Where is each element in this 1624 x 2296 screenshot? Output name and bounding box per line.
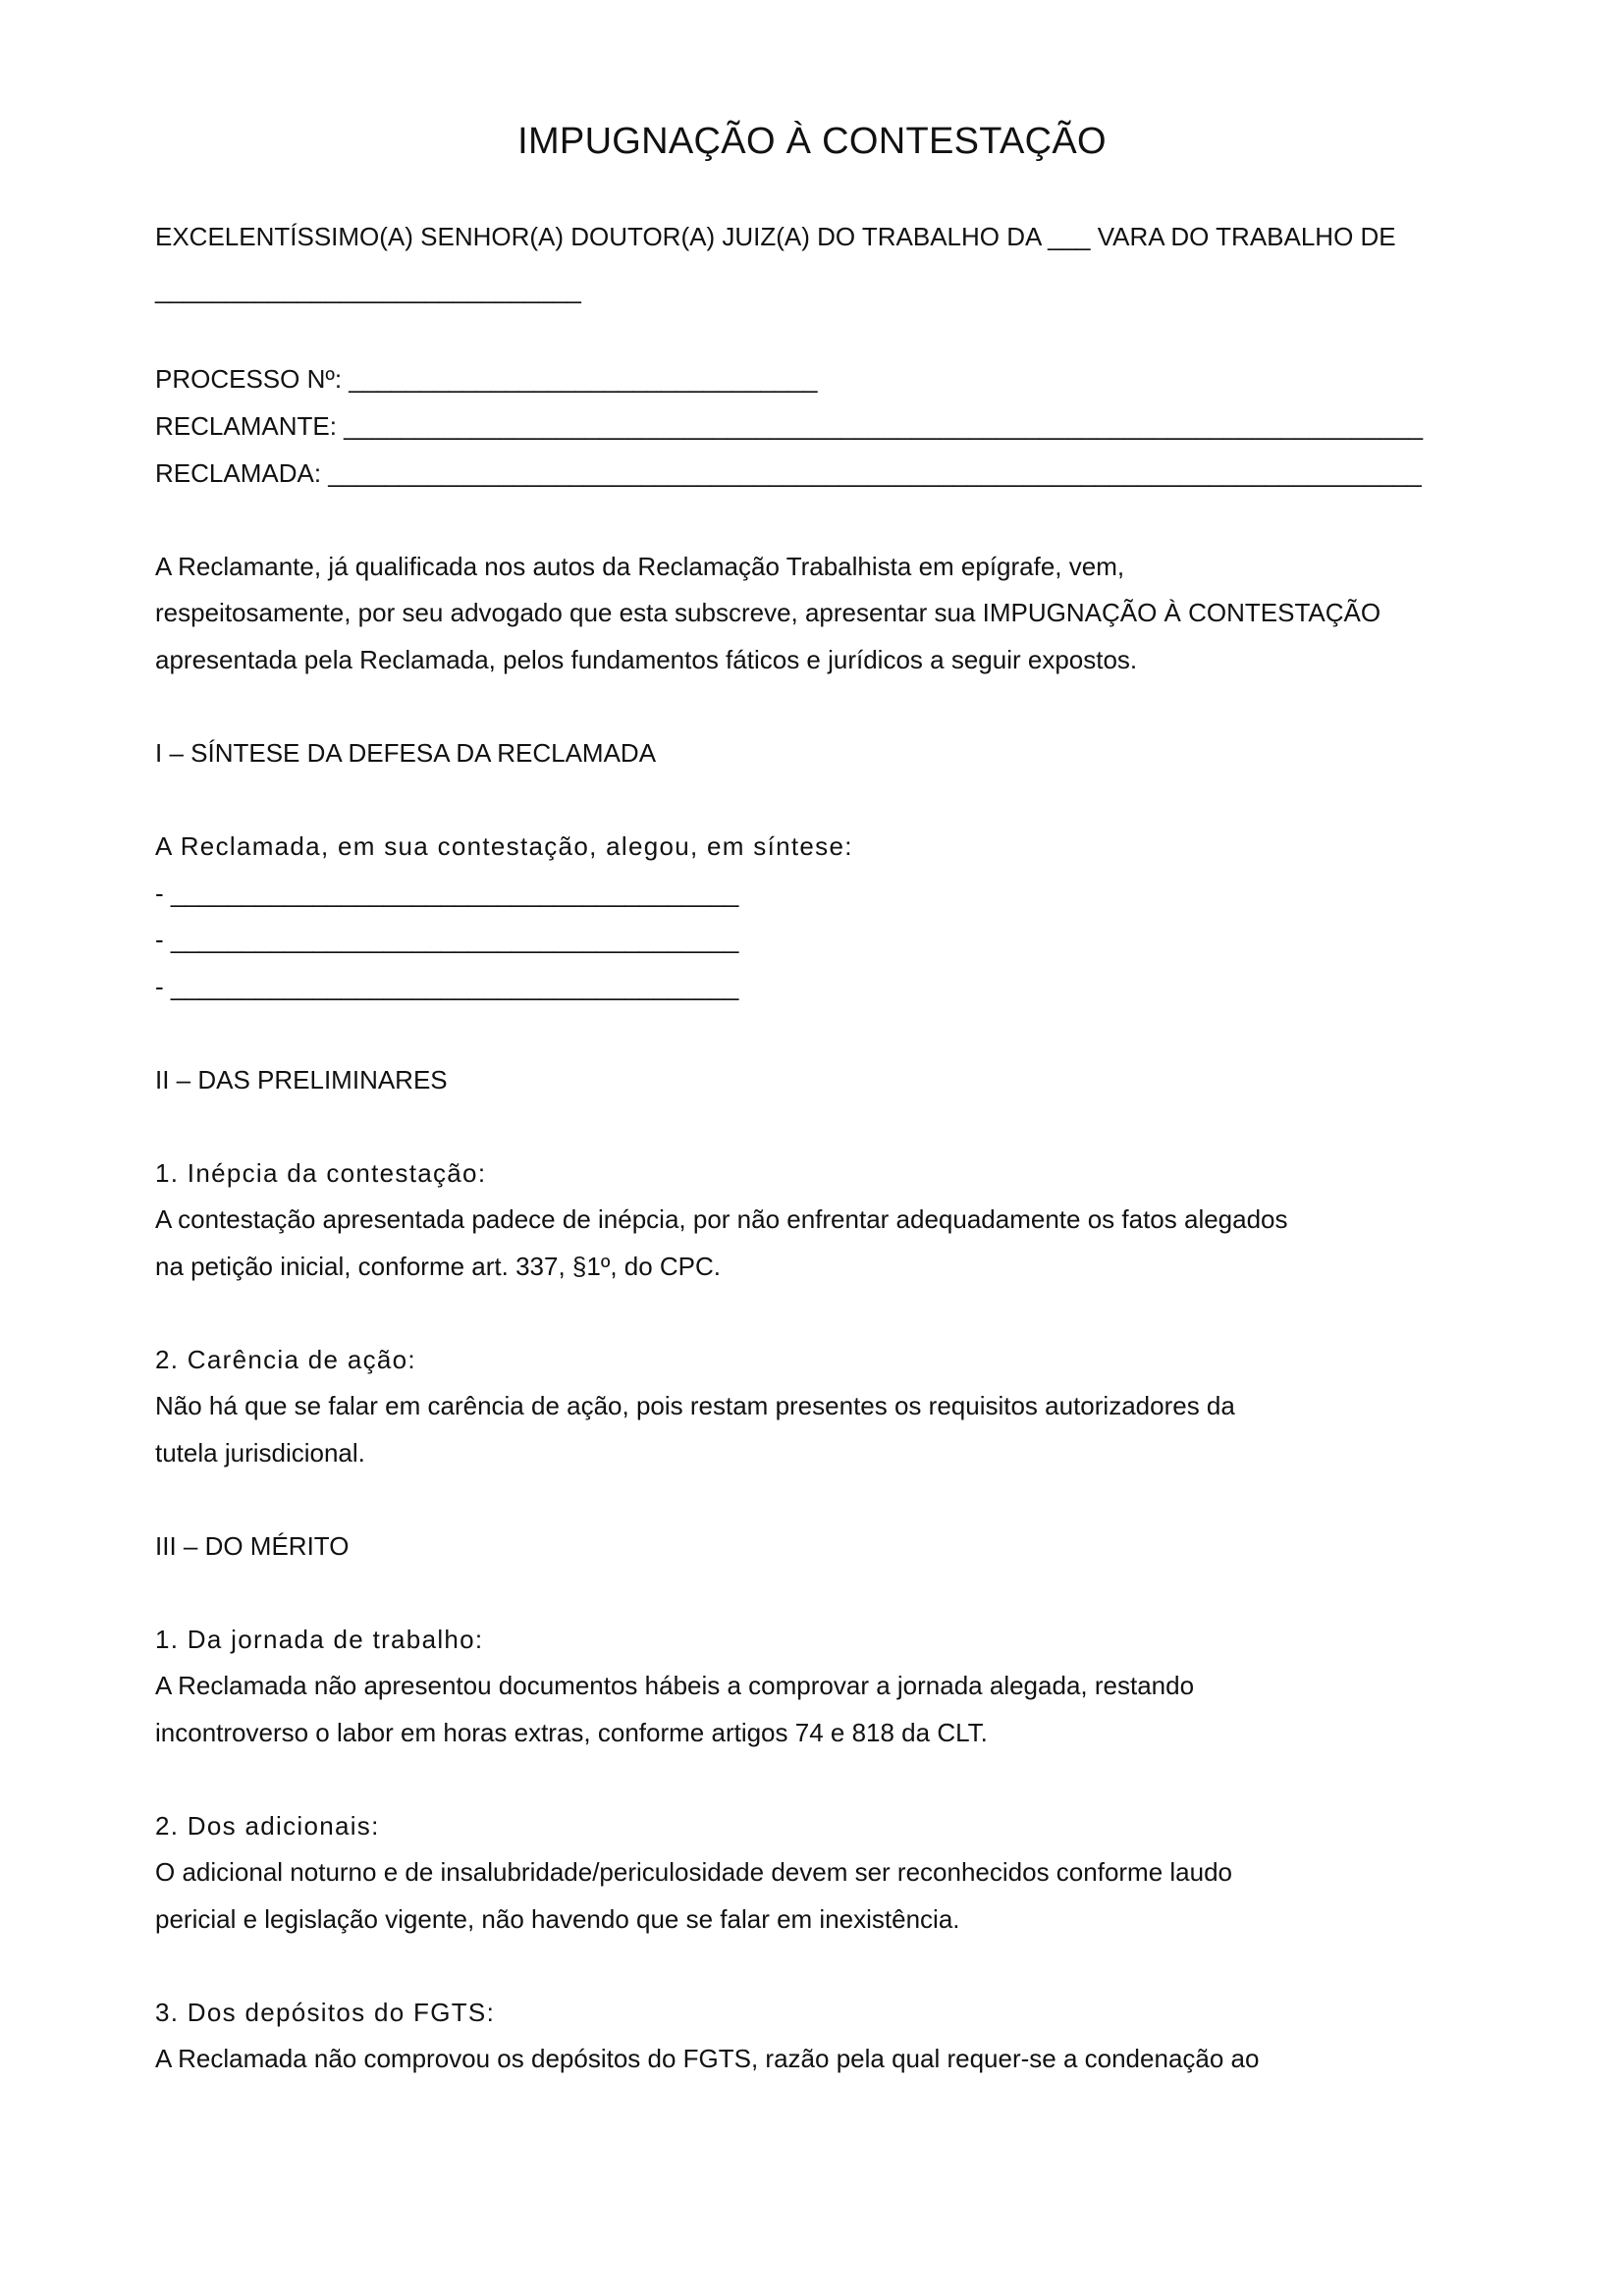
preliminary-2-line-2: tutela jurisdicional. [155, 1438, 365, 1468]
intro-line-3: apresentada pela Reclamada, pelos fundamentos fáticos e jurídicos a seguir expostos. [155, 645, 1138, 674]
reclamada-field: RECLAMADA: _____________________________________________________________________________ [155, 458, 1422, 488]
merit-2-line-2: pericial e legislação vigente, não havendo que se falar em inexistência. [155, 1904, 960, 1934]
bullet-item: - ________________________________________ [155, 925, 739, 954]
bullet-item: - ________________________________________ [155, 972, 739, 1001]
preliminary-1-line-2: na petição inicial, conforme art. 337, §1º, do CPC. [155, 1252, 722, 1281]
addressee-line-1: EXCELENTÍSSIMO(A) SENHOR(A) DOUTOR(A) JUIZ(A) DO TRABALHO DA ___ VARA DO TRABALHO DE [155, 222, 1396, 251]
intro-line-2: respeitosamente, por seu advogado que esta subscreve, apresentar sua IMPUGNAÇÃO À CONTESTAÇÃO [155, 598, 1381, 627]
reclamante-field: RECLAMANTE: ____________________________________________________________________________ [155, 411, 1424, 441]
merit-2-line-1: O adicional noturno e de insalubridade/periculosidade devem ser reconhecidos conforme laudo [155, 1857, 1233, 1887]
merit-1-line-2: incontroverso o labor em horas extras, conforme artigos 74 e 818 da CLT. [155, 1718, 988, 1747]
section-1-heading: I – SÍNTESE DA DEFESA DA RECLAMADA [155, 738, 657, 768]
section-3-heading: III – DO MÉRITO [155, 1531, 350, 1561]
merit-2-title: 2. Dos adicionais: [155, 1811, 380, 1841]
processo-field: PROCESSO Nº: _________________________________ [155, 364, 818, 394]
section-2-heading: II – DAS PRELIMINARES [155, 1065, 448, 1095]
intro-line-1: A Reclamante, já qualificada nos autos da Reclamação Trabalhista em epígrafe, vem, [155, 552, 1125, 581]
merit-3-title: 3. Dos depósitos do FGTS: [155, 1998, 496, 2027]
addressee-line-2: ______________________________ [155, 275, 581, 304]
preliminary-1-line-1: A contestação apresentada padece de inépcia, por não enfrentar adequadamente os fatos alegados [155, 1204, 1288, 1234]
merit-3-line-1: A Reclamada não comprovou os depósitos do FGTS, razão pela qual requer-se a condenação ao [155, 2044, 1260, 2073]
document-title: IMPUGNAÇÃO À CONTESTAÇÃO [517, 121, 1107, 162]
bullet-item: - ________________________________________ [155, 879, 739, 908]
merit-1-title: 1. Da jornada de trabalho: [155, 1625, 484, 1654]
merit-1-line-1: A Reclamada não apresentou documentos hábeis a comprovar a jornada alegada, restando [155, 1671, 1195, 1700]
preliminary-2-title: 2. Carência de ação: [155, 1345, 416, 1374]
preliminary-1-title: 1. Inépcia da contestação: [155, 1158, 487, 1188]
section-1-lead: A Reclamada, em sua contestação, alegou, em síntese: [155, 831, 853, 861]
preliminary-2-line-1: Não há que se falar em carência de ação, pois restam presentes os requisitos autorizadores da [155, 1391, 1235, 1420]
